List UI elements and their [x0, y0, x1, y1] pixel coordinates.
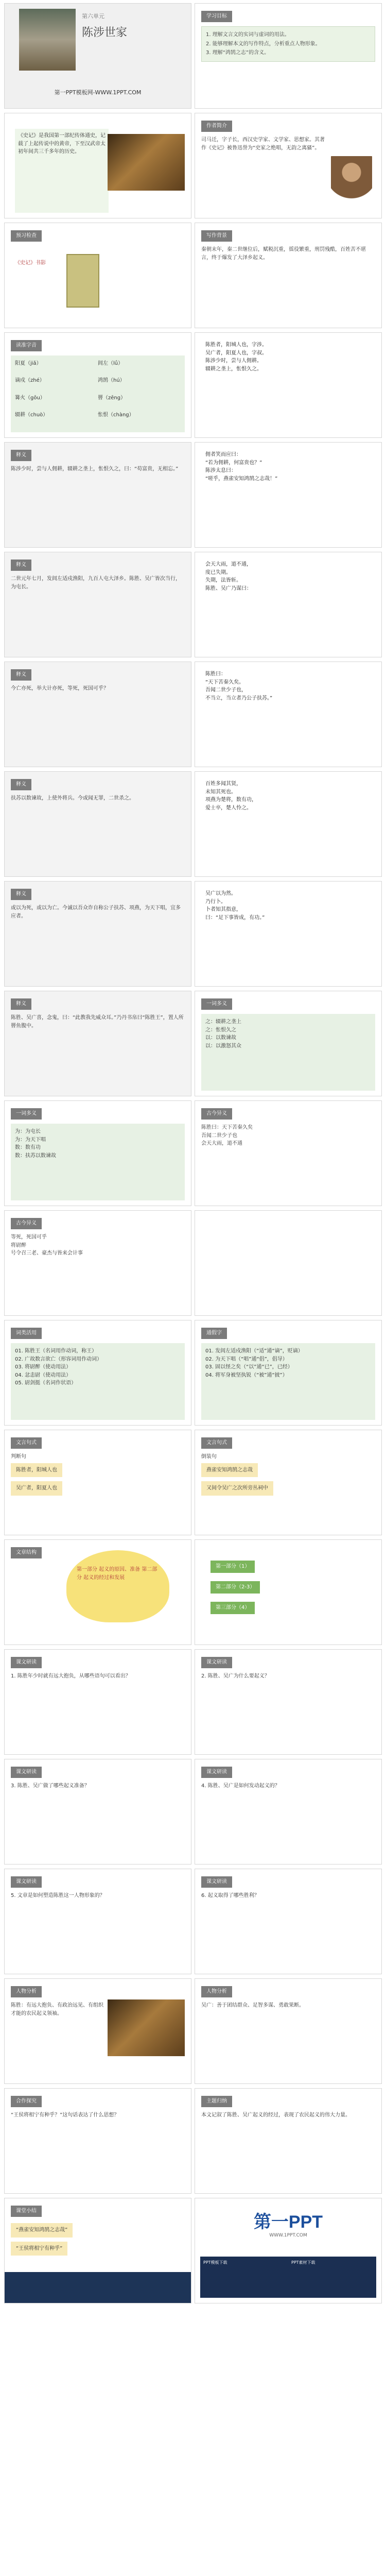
study-question: 3. 陈胜、吴广做了哪些起义准备？ [11, 1783, 90, 1789]
study-question: 1. 陈胜年少时就有远大抱负，从哪些语句可以看出？ [11, 1673, 131, 1679]
list-item: 05. 尉剑挺（名词作状语） [15, 1380, 77, 1386]
slide-study-6[interactable] [195, 1869, 382, 1974]
goal-item: 2. 能够理解本文的写作特点，分析重点人物形象。 [206, 41, 321, 47]
pinyin-item: 闾左（lǘ） [98, 361, 124, 366]
row-20 [4, 2088, 382, 2194]
ppt-logo: 第一PPT [253, 2212, 323, 2232]
section-tab: 文言句式 [11, 1437, 42, 1449]
row-17 [4, 1759, 382, 1865]
slide-text-6[interactable] [195, 881, 382, 987]
section-tab: 学习目标 [201, 11, 232, 22]
slide-title[interactable] [4, 3, 191, 109]
list-item: 01. 发闾左适戍渔阳（“适”通“谪”，贬谪） [205, 1348, 303, 1354]
slide-text-1[interactable] [195, 332, 382, 438]
book-image [66, 254, 99, 308]
text-line: 度已失期。 [205, 569, 231, 575]
slide-ad[interactable] [195, 2198, 382, 2303]
explain-text: 陈涉少时，尝与人佣耕，辍耕之垄上，怅恨久之，曰：“苟富贵，无相忘。” [11, 466, 179, 472]
slide-text-5[interactable] [195, 771, 382, 877]
polysemy-item: 数：扶苏以数谏故 [15, 1153, 56, 1159]
text-line: 辍耕之垄上，怅恨久之。 [205, 366, 262, 372]
slide-word-class[interactable] [4, 1320, 191, 1426]
row-5 [4, 442, 382, 548]
row-4 [4, 332, 382, 438]
ancient-modern-list [201, 1124, 375, 1200]
text-line: 陈涉太息曰： [205, 468, 236, 473]
polysemy-item: 之：辍耕之垄上 [205, 1019, 241, 1025]
slide-discussion[interactable] [4, 2088, 191, 2194]
explain-text: 今亡亦死，举大计亦死，等死，死国可乎？ [11, 686, 109, 691]
row-1 [4, 3, 382, 109]
section-tab: 合作探究 [11, 2096, 42, 2107]
text-line: 陈胜、吴广乃谋曰： [205, 585, 252, 591]
section-tab: 预习检查 [11, 230, 42, 242]
list-item: 03. 固以怪之矣（“以”通“已”，已经） [205, 1364, 293, 1370]
row-18 [4, 1869, 382, 1974]
slide-pronunciation[interactable] [4, 332, 191, 438]
section-tab: 作者简介 [201, 121, 232, 132]
text-lines [205, 890, 376, 981]
polysemy-item: 为：为屯长 [15, 1129, 41, 1134]
polysemy-item: 数：数有功 [15, 1145, 41, 1150]
section-tab: 课文研读 [11, 1657, 42, 1668]
slide-text-4[interactable] [195, 662, 382, 767]
list-item: 将尉醉 [11, 1242, 26, 1248]
text-line: 卜者知其指意， [205, 907, 241, 912]
list-item: 02. 为天下唱（“唱”通“倡”，倡导） [205, 1356, 288, 1362]
section-tab: 课文研读 [201, 1767, 232, 1778]
section-tab: 课文研读 [11, 1767, 42, 1778]
slide-blank[interactable] [195, 1210, 382, 1316]
slide-goals[interactable] [195, 3, 382, 109]
slide-background[interactable] [195, 223, 382, 328]
discussion-text: “王侯将相宁有种乎？”这句话表达了什么思想？ [11, 2112, 119, 2118]
polysemy-list [11, 1124, 185, 1200]
section-tab: 课堂小结 [11, 2206, 42, 2217]
text-line: 陈涉少时，尝与人佣耕。 [205, 358, 262, 364]
slide-study-4[interactable] [195, 1759, 382, 1865]
site-footer: 第一PPT模板网-WWW.1PPT.COM [54, 89, 142, 96]
list-item: 03. 将尉醉（使动用法） [15, 1364, 72, 1370]
unit-label: 第六单元 [82, 13, 104, 20]
section-tab: 一词多义 [201, 998, 232, 1010]
pinyin-item: 谪戍（zhé） [15, 378, 45, 384]
text-line: 爱士卒，楚人怜之。 [205, 805, 252, 811]
row-2 [4, 113, 382, 218]
section-tab: 一词多义 [11, 1108, 42, 1120]
part-band: 第二部分（2-3） [210, 1581, 260, 1594]
text-lines [205, 451, 376, 542]
section-tab: 人物分析 [201, 1986, 232, 1997]
explain-text: 扶苏以数谏故，上使外将兵。今或闻无罪，二世杀之。 [11, 795, 134, 801]
text-lines [205, 670, 376, 761]
slide-polysemy-2[interactable] [4, 1100, 191, 1206]
polysemy-item: 之：怅恨久之 [205, 1027, 236, 1033]
section-tab: 主题归纳 [201, 2096, 232, 2107]
list-item: 04. 将军身被坚执锐（“被”通“披”） [205, 1372, 288, 1378]
author-text: 司马迁，字子长，西汉史学家、文学家、思想家。其著作《史记》被鲁迅誉为“史家之绝唱，无韵之离骚”。 [201, 137, 325, 151]
row-12 [4, 1210, 382, 1316]
text-lines [205, 341, 376, 432]
section-tab: 课文研读 [201, 1657, 232, 1668]
slide-theme[interactable] [195, 2088, 382, 2194]
polysemy-item: 为：为天下唱 [15, 1137, 46, 1143]
study-question: 6. 起义取得了哪些胜利？ [201, 1893, 259, 1899]
list-item: 02. 广故数言欲亡（形容词用作动词） [15, 1356, 102, 1362]
pinyin-item: 辍耕（chuò） [15, 412, 48, 418]
slide-text-2[interactable] [195, 442, 382, 548]
polysemy-list [201, 1014, 375, 1091]
section-tab: 古今异义 [201, 1108, 232, 1120]
ad-col[interactable]: PPT模板下载 [203, 2260, 227, 2265]
sentence-type: 判断句 [11, 1454, 26, 1460]
row-21 [4, 2198, 382, 2303]
slide-explain-6[interactable] [4, 991, 191, 1096]
slide-study-5[interactable] [4, 1869, 191, 1974]
study-question: 5. 文章是如何塑造陈胜这一人物形象的？ [11, 1893, 105, 1899]
study-question: 4. 陈胜、吴广是如何发动起义的？ [201, 1783, 280, 1789]
slide-explain-3[interactable] [4, 662, 191, 767]
list-item: 吾闻二世少子也 [201, 1132, 237, 1139]
loan-char-list [201, 1343, 375, 1420]
text-line: 吾闻二世少子也， [205, 687, 247, 693]
part-band: 第一部分（1） [210, 1561, 255, 1573]
ancient-modern-list [11, 1233, 185, 1310]
row-19 [4, 1978, 382, 2084]
row-6 [4, 552, 382, 657]
text-line: 不当立，当立者乃公子扶苏。” [205, 695, 273, 701]
slide-preview[interactable] [4, 223, 191, 328]
section-tab: 词类活用 [11, 1328, 42, 1339]
slide-character-2[interactable] [195, 1978, 382, 2084]
text-line: 陈胜曰： [205, 671, 226, 677]
row-16 [4, 1649, 382, 1755]
text-line: 会天大雨，道不通， [205, 562, 252, 567]
sentence-example: 燕雀安知鸿鹄之志哉 [201, 1463, 258, 1478]
text-line: 百姓多闻其贤， [205, 781, 241, 787]
text-line: 陈胜者，阳城人也，字涉。 [205, 342, 267, 348]
sentence-example: 陈胜者，阳城人也 [11, 1463, 62, 1478]
section-tab: 文言句式 [201, 1437, 232, 1449]
pinyin-item: 罾（zēng） [98, 395, 126, 401]
study-question: 2. 陈胜、吴广为什么要起义？ [201, 1673, 270, 1679]
text-line: 佣者笑而应曰： [205, 452, 241, 457]
sentence-example: 又间令吴广之次所旁丛祠中 [201, 1481, 273, 1496]
ad-col[interactable]: PPT素材下载 [291, 2260, 315, 2265]
slide-text-3[interactable] [195, 552, 382, 657]
theme-text: 本文记叙了陈胜、吴广起义的经过，表现了农民起义的伟大力量。 [201, 2112, 350, 2118]
list-item: 04. 忿恚尉（使动用法） [15, 1372, 72, 1378]
pronunciation-list [11, 355, 185, 432]
section-tab: 释义 [11, 560, 31, 571]
section-tab: 人物分析 [11, 1986, 42, 1997]
row-11 [4, 1100, 382, 1206]
battle-painting [108, 1999, 185, 2056]
slide-explain-2[interactable] [4, 552, 191, 657]
text-lines [205, 561, 376, 652]
section-tab: 古今异义 [11, 1218, 42, 1229]
section-tab: 通假字 [201, 1328, 227, 1339]
book-caption: 《史记》书影 [15, 260, 46, 266]
pinyin-item: 阳夏（jiǎ） [15, 361, 42, 366]
word-class-list [11, 1343, 185, 1420]
section-tab: 课文研读 [11, 1876, 42, 1888]
slide-loan-chars[interactable] [195, 1320, 382, 1426]
section-tab: 写作背景 [201, 230, 232, 242]
slide-sentence-1[interactable] [4, 1430, 191, 1535]
part-band: 第三部分（4） [210, 1602, 255, 1614]
explain-text: 或以为死，或以为亡。今诚以吾众诈自称公子扶苏、项燕，为天下唱，宜多应者。 [11, 905, 181, 919]
sentence-body [201, 1453, 375, 1530]
lesson-title: 陈涉世家 [82, 26, 128, 39]
section-tab: 课文研读 [201, 1876, 232, 1888]
author-portrait [331, 156, 372, 202]
sentence-example: 吴广者，阳夏人也 [11, 1481, 62, 1496]
slide-character-1[interactable] [4, 1978, 191, 2084]
goal-item: 3. 理解“鸿鹄之志”的含义。 [206, 50, 270, 56]
slide-explain-4[interactable] [4, 771, 191, 877]
dark-band [5, 2272, 191, 2303]
row-10 [4, 991, 382, 1096]
summary-quote: “王侯将相宁有种乎” [11, 2242, 67, 2256]
text-line: 吴广以为然。 [205, 891, 236, 896]
text-line: 失期，法皆斩。 [205, 578, 241, 583]
slide-explain-5[interactable] [4, 881, 191, 987]
character-text: 陈胜：有远大抱负、有政治远见、有组织才能的农民起义领袖。 [11, 2003, 103, 2016]
pinyin-item: 篝火（gōu） [15, 395, 45, 401]
list-item: 等死，死国可乎 [11, 1234, 47, 1240]
slide-ancient-modern-2[interactable] [4, 1210, 191, 1316]
row-8 [4, 771, 382, 877]
goals-box [201, 26, 375, 62]
slide-study-1[interactable] [4, 1649, 191, 1755]
row-7 [4, 662, 382, 767]
text-line: 曰：“足下事皆成，有功。” [205, 914, 265, 921]
text-line: 未知其死也。 [205, 789, 236, 795]
text-line: “天下苦秦久矣。 [205, 679, 244, 685]
section-tab: 释义 [11, 998, 31, 1010]
pinyin-item: 鸿鹄（hú） [98, 378, 125, 384]
row-13 [4, 1320, 382, 1426]
explain-text: 陈胜、吴广喜，念鬼，曰：“此教我先威众耳。”乃丹书帛曰“陈胜王”，置人所罾鱼腹中。 [11, 1015, 184, 1029]
text-line: 项燕为楚将，数有功， [205, 797, 257, 803]
battle-painting [108, 134, 185, 191]
text-lines [205, 780, 376, 871]
slide-summary[interactable] [4, 2198, 191, 2303]
text-line: “若为佣耕，何富贵也？” [205, 460, 262, 466]
structure-cloud: 第一部分 起义的原因、准备 第二部分 起义的经过和发展 [66, 1550, 169, 1622]
slide-intro[interactable] [4, 113, 191, 218]
slide-ancient-modern-1[interactable] [195, 1100, 382, 1206]
character-text: 吴广：善于团结群众、足智多谋、勇敢果断。 [201, 2003, 304, 2008]
slide-explain-1[interactable] [4, 442, 191, 548]
sentence-body [11, 1453, 185, 1530]
row-3 [4, 223, 382, 328]
goal-item: 1. 理解文言文的实词与虚词的用法。 [206, 32, 290, 38]
section-tab: 释义 [11, 889, 31, 900]
explain-text: 二世元年七月，发闾左适戍渔阳，九百人屯大泽乡。陈胜、吴广皆次当行，为屯长。 [11, 576, 181, 590]
slide-study-3[interactable] [4, 1759, 191, 1865]
row-14 [4, 1430, 382, 1535]
text-line: 乃行卜。 [205, 899, 226, 905]
ppt-logo-url: WWW.1PPT.COM [269, 2233, 307, 2238]
text-line: 吴广者，阳夏人也，字叔。 [205, 350, 267, 356]
text-line: “嗟乎，燕雀安知鸿鹄之志哉！” [205, 476, 278, 482]
row-9 [4, 881, 382, 987]
sentence-type: 倒装句 [201, 1454, 217, 1460]
list-item: 陈胜曰：天下苦秦久矣 [201, 1125, 253, 1130]
ad-columns [200, 2257, 376, 2298]
section-tab: 释义 [11, 669, 31, 681]
pinyin-item: 怅恨（chàng） [98, 412, 134, 418]
slide-sentence-2[interactable] [195, 1430, 382, 1535]
polysemy-item: 以：以数谏故 [205, 1035, 236, 1041]
slide-structure-bands[interactable] [195, 1539, 382, 1645]
section-tab: 读准字音 [11, 340, 42, 351]
section-tab: 释义 [11, 450, 31, 461]
section-tab: 释义 [11, 779, 31, 790]
list-item: 号令召三老、豪杰与皆来会计事 [11, 1250, 83, 1256]
section-tab: 文章结构 [11, 1547, 42, 1558]
slide-author[interactable] [195, 113, 382, 218]
title-painting [19, 9, 76, 71]
summary-quote: “燕雀安知鸿鹄之志哉” [11, 2223, 73, 2238]
slide-polysemy-1[interactable] [195, 991, 382, 1096]
slide-study-2[interactable] [195, 1649, 382, 1755]
background-text: 秦朝末年，秦二世继位后，赋税沉重，徭役繁重，刑罚残酷，百姓苦不堪言，终于爆发了大泽乡起义。 [201, 247, 366, 261]
slide-structure[interactable] [4, 1539, 191, 1645]
list-item: 01. 陈胜王（名词用作动词，称王） [15, 1348, 97, 1354]
intro-text: 《史记》是我国第一部纪传体通史，记载了上起传说中的黄帝，下至汉武帝太初年间共三千多年的历史。 [15, 129, 109, 213]
list-item: 会天大雨，道不通 [201, 1141, 242, 1146]
polysemy-item: 以：以激怒其众 [205, 1043, 241, 1049]
row-15 [4, 1539, 382, 1645]
